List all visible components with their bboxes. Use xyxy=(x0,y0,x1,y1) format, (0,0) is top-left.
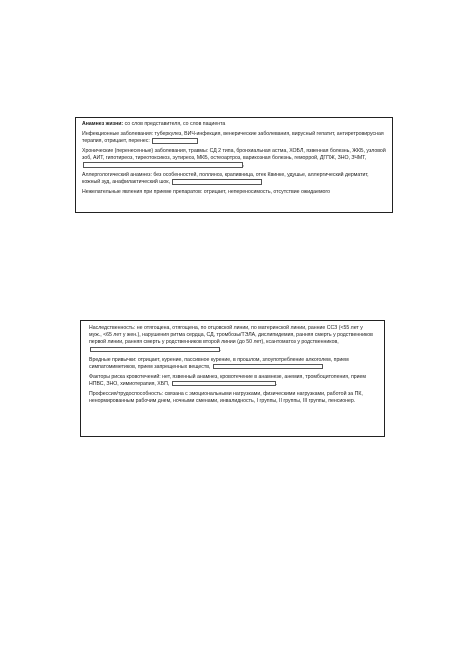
heredity-input[interactable] xyxy=(90,347,220,353)
profession-row xyxy=(89,391,376,405)
heredity-row xyxy=(89,325,376,354)
chronic-input[interactable] xyxy=(83,162,243,168)
life-history-source: со слов представителя, со слов пациента xyxy=(124,121,226,127)
infections-text: Инфекционные заболевания: туберкулез, ВИЧ-инфекция, венерические заболевания, вирусный гепатит, антиретровирусная терапия, отрицает, перенес: xyxy=(82,130,384,145)
allergy-text: Аллергологический анамнез: без особенностей, поллиноз, крапивница, отек Квинке, удушье, аллергический дерматит, кожный зуд, анафилактический шок, xyxy=(82,172,369,186)
bleeding-dot: . xyxy=(275,380,278,387)
adverse-row xyxy=(82,189,386,196)
life-history-title: Анамнез жизни: xyxy=(82,121,124,127)
profession-text: Профессия/трудоспособность: связана с эмоциональными нагрузками, физическими нагрузками, работой за ПК, ненормированным рабочим днем, ночными сменами, инвалидность, I группы, II группы, III группы, пенсионер. xyxy=(89,390,363,404)
chronic-text: Хронические (перенесенные) заболевания, травмы: СД 2 типа, бронхиальная астма, ХОБЛ, язвенная болезнь, ЖКБ, узловой зоб, АИТ, гипотиреоз, тиреотоксикоз, эутиреоз, МКБ, остеоартроз, варикозная болезнь, геморрой, ДГПЖ, ЗНО, ЗЧМТ, xyxy=(82,147,386,162)
chronic-comma: , xyxy=(243,162,245,169)
habits-input[interactable] xyxy=(213,364,323,370)
risk-factors-section xyxy=(80,320,385,437)
life-history-section xyxy=(75,117,393,213)
bleeding-text: Факторы риска кровотечений: нет, язвенный анамнез, кровотечение в анамнезе, анемия, тромбоцитопения, прием НПВС, ЗНО, химиотерапия, ХБП, xyxy=(89,373,366,387)
life-history-heading xyxy=(82,121,386,128)
adverse-text: Нежелательные явления при приеме препаратов: отрицает, непереносимость, отсутствие ожидаемого xyxy=(82,189,331,196)
heredity-dot: . xyxy=(220,346,222,353)
chronic-row xyxy=(82,148,386,170)
infections-row xyxy=(82,131,386,146)
allergy-input[interactable] xyxy=(172,179,262,185)
heredity-text: Наследственность: не отягощена, отягощена, по отцовской линии, по материнской линии, ранние ССЗ (<55 лет у муж., <65 лет у жен.), нарушения ритма сердца, СД, тромбозы/ТЭЛА, дислипидемия, ранняя смерть у родственников первой линии, ранняя смерть у родственников второй линии (до 50 лет), ксантоматоз у родственников, xyxy=(89,325,373,346)
allergy-row xyxy=(82,172,386,187)
habits-row xyxy=(89,357,376,372)
bleeding-row xyxy=(89,374,376,389)
infections-input[interactable] xyxy=(152,138,198,144)
bleeding-input[interactable] xyxy=(172,381,276,387)
habits-text: Вредные привычки: отрицает, курение, пассивное курение, в прошлом, злоупотребление алкоголем, прием симпатомиметиков, прием запрещенных веществ, xyxy=(89,356,349,370)
